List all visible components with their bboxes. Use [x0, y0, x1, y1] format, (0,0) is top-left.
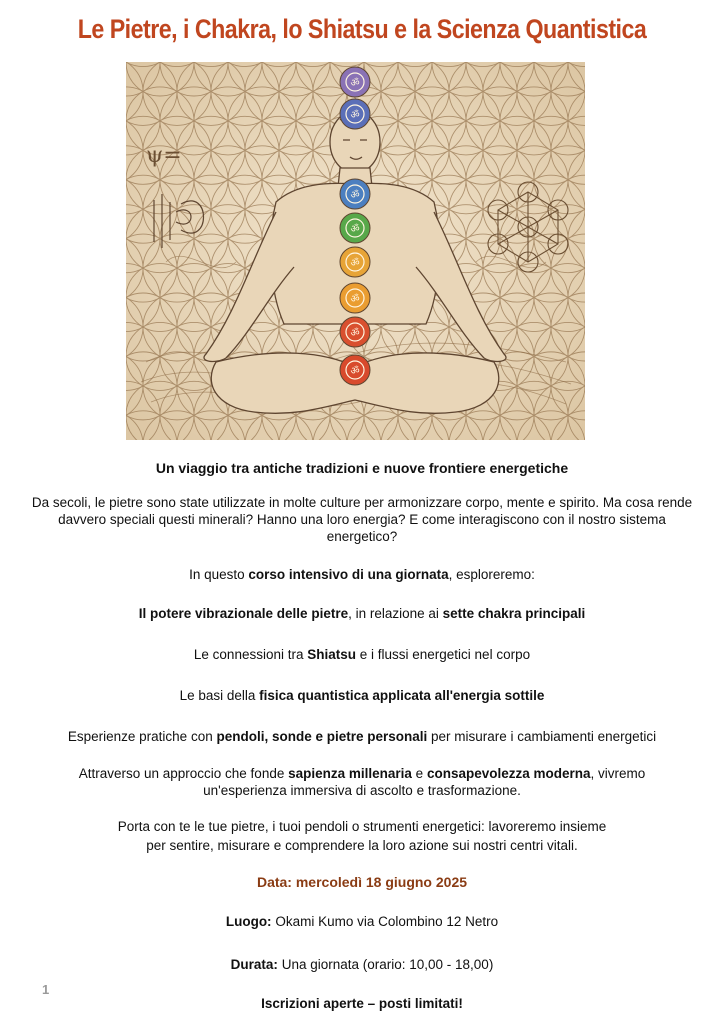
chakra-icon [340, 99, 370, 129]
topic-quantum: Le basi della fisica quantistica applicata all'energia sottile [179, 688, 545, 703]
meditation-illustration [126, 62, 585, 440]
event-date: Data: mercoledì 18 giugno 2025 [256, 874, 468, 890]
event-location: Luogo: Okami Kumo via Colombino 12 Netro [225, 914, 499, 929]
registration-note: Iscrizioni aperte – posti limitati! [261, 996, 463, 1011]
course-intro: In questo corso intensivo di una giornata, esploreremo: [189, 567, 535, 582]
psi-symbol: ψ= [146, 143, 182, 168]
topic-practice: Esperienze pratiche con pendoli, sonde e pietre personali per misurare i cambiamenti energetici [67, 729, 657, 744]
subtitle: Un viaggio tra antiche tradizioni e nuove frontiere energetiche [155, 460, 569, 476]
topic-stones: Il potere vibrazionale delle pietre, in relazione ai sette chakra principali [138, 606, 586, 621]
meditation-figure-image [126, 62, 585, 440]
bring-line-2: per sentire, misurare e comprendere la loro azione sui nostri centri vitali. [146, 838, 578, 853]
page-number: 1 [42, 982, 50, 997]
svg-text:ॐ: ॐ [350, 110, 360, 121]
svg-text:ॐ: ॐ [350, 224, 360, 235]
svg-text:ॐ: ॐ [350, 294, 360, 305]
chakra-icon [340, 247, 370, 277]
svg-text:ॐ: ॐ [350, 190, 360, 201]
topic-shiatsu: Le connessioni tra Shiatsu e i flussi energetici nel corpo [193, 647, 531, 662]
approach-paragraph: Attraverso un approccio che fonde sapienza millenaria e consapevolezza moderna, vivremo un'esperienza immersiva di ascolto e trasformazione. [78, 766, 646, 798]
chakra-icon [340, 179, 370, 209]
chakra-icon [340, 355, 370, 385]
chakra-column [340, 67, 370, 385]
page-title: Le Pietre, i Chakra, lo Shiatsu e la Scienza Quantistica [77, 14, 647, 44]
chakra-icon [340, 67, 370, 97]
intro-paragraph: Da secoli, le pietre sono state utilizzate in molte culture per armonizzare corpo, mente e spirito. Ma cosa rende davvero speciali questi minerali? Hanno una loro energia? E come interagiscono con il nostro sistema energetico? [31, 495, 693, 544]
svg-text:ॐ: ॐ [350, 366, 360, 377]
chakra-icon [340, 317, 370, 347]
chakra-icon [340, 283, 370, 313]
chakra-icon [340, 213, 370, 243]
event-duration: Durata: Una giornata (orario: 10,00 - 18,00) [230, 957, 494, 972]
bring-line-1: Porta con te le tue pietre, i tuoi pendoli o strumenti energetici: lavoreremo insieme [117, 819, 607, 834]
svg-text:ॐ: ॐ [350, 78, 360, 89]
svg-text:ॐ: ॐ [350, 328, 360, 339]
svg-text:ॐ: ॐ [350, 258, 360, 269]
